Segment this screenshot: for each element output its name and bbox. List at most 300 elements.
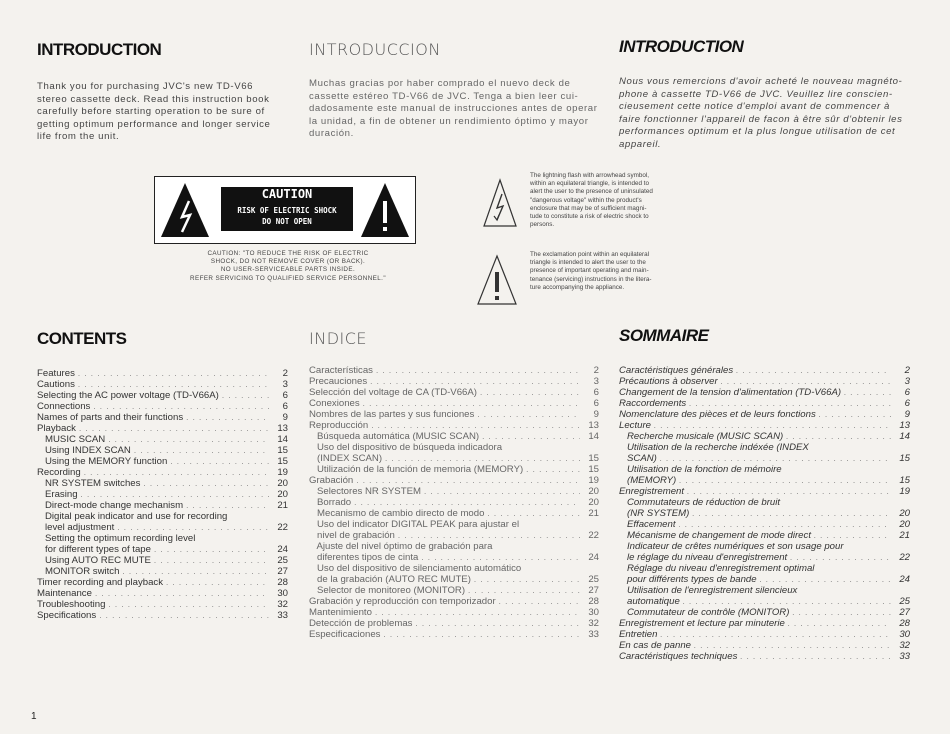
toc-entry-title: nivel de grabación	[309, 530, 395, 542]
toc-leader-dots	[117, 523, 269, 532]
toc-entry-title: Selector de monitoreo (MONITOR)	[309, 585, 466, 597]
text-line: appareil.	[619, 138, 662, 150]
toc-page-number: 15	[899, 453, 910, 465]
toc-entry-title: level adjustment	[37, 522, 115, 534]
toc-leader-dots	[660, 454, 891, 463]
text-line: The exclamation point within an equilateral	[530, 251, 650, 258]
toc-entry-title: Detección de problemas	[309, 618, 413, 630]
toc-page-number: 20	[277, 478, 288, 490]
toc-entry-title: Précautions à observer	[619, 376, 718, 388]
toc-entry-title: (INDEX SCAN)	[309, 453, 383, 465]
toc-entry	[309, 608, 599, 619]
text-line: la unidad, a fin de obtener un rendimiento óptimo y mayor	[309, 115, 589, 127]
toc-leader-dots	[487, 509, 580, 518]
toc-page-number: 20	[588, 497, 599, 509]
toc-entry	[309, 399, 599, 410]
text-line: SHOCK, DO NOT REMOVE COVER (OR BACK).	[210, 258, 366, 266]
toc-page-number: 25	[588, 574, 599, 586]
toc-entry-title: En cas de panne	[619, 640, 692, 652]
toc-page-number: 6	[593, 387, 599, 399]
toc-entry-title: Commutateur de contrôle (MONITOR)	[619, 607, 790, 619]
toc-leader-dots	[78, 369, 269, 378]
page-number: 1	[31, 711, 37, 722]
toc-page-number: 15	[588, 464, 599, 476]
toc-leader-dots	[683, 597, 891, 606]
toc-entry-title: Effacement	[619, 519, 676, 531]
toc-entry	[619, 498, 910, 509]
intro-heading-es: INTRODUCCION	[309, 40, 441, 59]
toc-page-number: 15	[899, 475, 910, 487]
toc-leader-dots	[84, 468, 269, 477]
toc-entry-title: Mantenimiento	[309, 607, 372, 619]
toc-entry-title: SCAN)	[619, 453, 657, 465]
toc-entry-title: Precauciones	[309, 376, 368, 388]
toc-entry-title: Commutateurs de réduction de bruit	[619, 497, 781, 509]
toc-leader-dots	[788, 619, 891, 628]
toc-entry	[37, 479, 288, 490]
toc-page-number: 30	[899, 629, 910, 641]
toc-entry	[309, 476, 599, 487]
toc-leader-dots	[230, 512, 269, 521]
toc-leader-dots	[356, 476, 580, 485]
toc-leader-dots	[499, 597, 580, 606]
toc-page-number: 9	[904, 409, 910, 421]
toc-leader-dots	[385, 454, 580, 463]
toc-leader-dots	[424, 487, 580, 496]
toc-leader-dots	[505, 443, 580, 452]
text-line: enclosure that may be of sufficient magni-	[530, 204, 647, 212]
toc-leader-dots	[421, 553, 580, 562]
toc-entry	[309, 454, 599, 465]
toc-page-number: 24	[899, 574, 910, 586]
text-line: faire fonctionner l'appareil de facon à être sûr d'obtenir les	[619, 113, 903, 125]
caution-note	[158, 250, 418, 283]
toc-entry-title: Uso del dispositivo de búsqueda indicadora	[309, 442, 503, 454]
lightning-explanation	[530, 172, 710, 229]
toc-page-number: 2	[904, 365, 910, 377]
toc-leader-dots	[817, 564, 891, 573]
toc-entry-title: Grabación y reproducción con temporizador	[309, 596, 496, 608]
toc-leader-dots	[847, 542, 891, 551]
toc-page-number: 20	[899, 519, 910, 531]
toc-leader-dots	[93, 402, 269, 411]
toc-page-number: 19	[899, 486, 910, 498]
text-line: within an equilateral triangle, is intended to	[530, 180, 650, 188]
contents-heading-fr: SOMMAIRE	[619, 326, 709, 345]
text-line: dadosamente este manual de instrucciones antes de operar	[309, 103, 598, 115]
toc-entry	[309, 597, 599, 608]
toc-entry	[309, 564, 599, 575]
toc-leader-dots	[376, 366, 580, 375]
toc-entry-title: Direct-mode change mechanism	[37, 500, 184, 512]
toc-entry-title: Utilisation de l'enregistrement silencieux	[619, 585, 798, 597]
toc-entry-title: Digital peak indicator and use for recording	[37, 511, 228, 523]
toc-page-number: 2	[593, 365, 599, 377]
toc-leader-dots	[166, 578, 269, 587]
toc-entry	[619, 421, 910, 432]
text-line: cieusement cette notice d'emploi avant de commencer à	[619, 101, 890, 113]
toc-page-number: 20	[588, 486, 599, 498]
toc-entry	[37, 556, 288, 567]
toc-leader-dots	[108, 435, 269, 444]
toc-entry	[37, 435, 288, 446]
toc-page-number: 20	[899, 508, 910, 520]
toc-entry	[619, 586, 910, 597]
toc-entry-title: Using INDEX SCAN	[37, 445, 131, 457]
toc-entry	[37, 446, 288, 457]
toc-entry-title: diferentes tipos de cinta	[309, 552, 419, 564]
toc-entry-title: Selecting the AC power voltage (TD-V66A)	[37, 390, 219, 402]
toc-entry-title: Conexiones	[309, 398, 360, 410]
toc-entry-title: Mecanismo de cambio directo de modo	[309, 508, 485, 520]
toc-entry	[619, 564, 910, 575]
toc-entry	[309, 498, 599, 509]
toc-entry	[37, 413, 288, 424]
toc-leader-dots	[81, 490, 269, 499]
toc-entry-title: Indicateur de crêtes numériques et son usage pour	[619, 541, 844, 553]
toc-entry	[309, 619, 599, 630]
toc-entry-title: Erasing	[37, 489, 78, 501]
text-line: ture accompanying the appliance.	[530, 283, 625, 291]
toc-entry-title: le réglage du niveau d'enregistrement	[619, 552, 788, 564]
toc-entry	[619, 509, 910, 520]
toc-page-number: 3	[593, 376, 599, 388]
toc-entry	[619, 597, 910, 608]
toc-entry	[619, 476, 910, 487]
toc-entry-title: Setting the optimum recording level	[37, 533, 196, 545]
toc-page-number: 22	[277, 522, 288, 534]
toc-entry	[309, 531, 599, 542]
toc-entry	[309, 432, 599, 443]
toc-entry	[37, 501, 288, 512]
text-line: carefully before starting operation to be sure of	[37, 106, 265, 118]
text-line: performances optimum et la plus longue utilisation de cet	[619, 126, 896, 138]
toc-leader-dots	[143, 479, 269, 488]
toc-leader-dots	[370, 377, 580, 386]
text-line: CAUTION: "TO REDUCE THE RISK OF ELECTRIC	[207, 250, 369, 257]
toc-entry	[37, 369, 288, 380]
toc-page-number: 6	[282, 401, 288, 413]
toc-page-number: 15	[277, 445, 288, 457]
intro-text-en	[37, 81, 287, 144]
toc-entry-title: Utilisation de la fonction de mémoire	[619, 464, 782, 476]
text-line: Muchas gracias por haber comprado el nuevo deck de	[309, 78, 571, 89]
toc-entry-title: Reproducción	[309, 420, 369, 432]
toc-entry	[37, 545, 288, 556]
toc-entry	[309, 630, 599, 641]
toc-entry-title: Uso del dispositivo de silenciamento automático	[309, 563, 522, 575]
toc-page-number: 13	[588, 420, 599, 432]
toc-entry-title: Especificaciones	[309, 629, 381, 641]
toc-entry	[619, 553, 910, 564]
toc-page-number: 27	[277, 566, 288, 578]
toc-leader-dots	[186, 501, 269, 510]
exclamation-explanation	[530, 251, 710, 292]
text-line: life from the unit.	[37, 131, 120, 143]
toc-leader-dots	[790, 553, 891, 562]
caution-line1: RISK OF ELECTRIC SHOCK	[237, 206, 337, 215]
toc-entry	[619, 619, 910, 630]
toc-entry	[37, 468, 288, 479]
toc-entry	[619, 366, 910, 377]
toc-leader-dots	[694, 641, 891, 650]
text-line: Nous vous remercions d'avoir acheté le nouveau magnéto-	[619, 76, 903, 87]
toc-page-number: 28	[899, 618, 910, 630]
toc-entry-title: (NR SYSTEM)	[619, 508, 690, 520]
toc-leader-dots	[740, 652, 891, 661]
toc-leader-dots	[812, 443, 891, 452]
toc-page-number: 21	[588, 508, 599, 520]
toc-page-number: 14	[899, 431, 910, 443]
toc-leader-dots	[819, 410, 891, 419]
toc-entry-title: Selectores NR SYSTEM	[309, 486, 421, 498]
toc-leader-dots	[495, 542, 580, 551]
toc-entry	[309, 410, 599, 421]
toc-page-number: 6	[593, 398, 599, 410]
toc-entry-title: for different types of tape	[37, 544, 151, 556]
toc-leader-dots	[477, 410, 580, 419]
toc-entry-title: Names of parts and their functions	[37, 412, 184, 424]
text-line: alert the user to the presence of uninsulated	[530, 188, 653, 196]
toc-entry	[619, 487, 910, 498]
toc-entry-title: NR SYSTEM switches	[37, 478, 141, 490]
toc-page-number: 6	[904, 387, 910, 399]
text-line: NO USER-SERVICEABLE PARTS INSIDE.	[220, 266, 356, 274]
toc-entry-title: MONITOR switch	[37, 566, 120, 578]
toc-entry-title: Playback	[37, 423, 76, 435]
toc-page-number: 13	[899, 420, 910, 432]
text-line: duración.	[309, 128, 354, 140]
toc-leader-dots	[222, 391, 269, 400]
toc-page-number: 6	[282, 390, 288, 402]
toc-leader-dots	[526, 465, 580, 474]
contents-heading-es: INDICE	[309, 329, 368, 348]
toc-leader-dots	[679, 476, 891, 485]
toc-page-number: 3	[904, 376, 910, 388]
toc-entry	[309, 443, 599, 454]
caution-title: CAUTION	[221, 187, 353, 201]
toc-entry	[619, 388, 910, 399]
toc-leader-dots	[692, 509, 891, 518]
toc-entry-title: Mécanisme de changement de mode direct	[619, 530, 811, 542]
toc-entry	[37, 457, 288, 468]
toc-leader-dots	[474, 575, 580, 584]
toc-leader-dots	[371, 421, 580, 430]
toc-entry-title: Using AUTO REC MUTE	[37, 555, 151, 567]
toc-entry-title: Búsqueda automática (MUSIC SCAN)	[309, 431, 480, 443]
toc-page-number: 2	[282, 368, 288, 380]
toc-leader-dots	[792, 608, 891, 617]
toc-leader-dots	[689, 399, 891, 408]
toc-entry	[37, 567, 288, 578]
toc-entry-title: Selección del voltage de CA (TD-V66A)	[309, 387, 477, 399]
toc-leader-dots	[522, 520, 580, 529]
toc-leader-dots	[99, 611, 269, 620]
toc-page-number: 19	[588, 475, 599, 487]
toc-entry	[37, 611, 288, 622]
toc-entry-title: Utilisation de la recherche indéxée (INDEX	[619, 442, 809, 454]
toc-entry-title: pour différents types de bande	[619, 574, 757, 586]
toc-leader-dots	[170, 457, 269, 466]
text-line: Thank you for purchasing JVC's new TD-V66	[37, 81, 254, 92]
toc-entry	[619, 520, 910, 531]
toc-leader-dots	[79, 424, 269, 433]
toc-entry-title: Recherche musicale (MUSIC SCAN)	[619, 431, 784, 443]
toc-leader-dots	[736, 366, 891, 375]
toc-entry-title: Características	[309, 365, 373, 377]
toc-page-number: 6	[904, 398, 910, 410]
toc-page-number: 13	[277, 423, 288, 435]
toc-entry	[619, 641, 910, 652]
toc-leader-dots	[687, 487, 891, 496]
toc-entry-title: Cautions	[37, 379, 75, 391]
toc-page-number: 28	[277, 577, 288, 589]
toc-leader-dots	[375, 608, 580, 617]
toc-leader-dots	[134, 446, 269, 455]
toc-page-number: 27	[588, 585, 599, 597]
toc-entry-title: Maintenance	[37, 588, 92, 600]
toc-leader-dots	[654, 421, 891, 430]
toc-leader-dots	[468, 586, 580, 595]
toc-page-number: 3	[282, 379, 288, 391]
toc-entry-title: Nomenclature des pièces et de leurs fonctions	[619, 409, 816, 421]
toc-entry	[309, 520, 599, 531]
toc-page-number: 20	[277, 489, 288, 501]
intro-heading-en: INTRODUCTION	[37, 40, 162, 59]
toc-leader-dots	[480, 388, 580, 397]
toc-page-number: 30	[588, 607, 599, 619]
toc-page-number: 21	[899, 530, 910, 542]
text-line: presence of important operating and main-	[530, 267, 649, 275]
toc-entry	[619, 454, 910, 465]
toc-entry-title: Timer recording and playback	[37, 577, 164, 589]
toc-entry-title: Enregistrement et lecture par minuterie	[619, 618, 785, 630]
toc-page-number: 24	[588, 552, 599, 564]
toc-entry	[309, 377, 599, 388]
toc-entry-title: Nombres de las partes y sus funciones	[309, 409, 475, 421]
toc-entry-title: Uso del indicator DIGITAL PEAK para ajustar el	[309, 519, 520, 531]
text-line: getting optimum performance and longer service	[37, 118, 271, 130]
toc-page-number: 15	[588, 453, 599, 465]
toc-entry	[309, 465, 599, 476]
toc-entry	[619, 575, 910, 586]
toc-entry-title: Grabación	[309, 475, 354, 487]
toc-entry-title: Utilización de la función de memoria (MEMORY)	[309, 464, 524, 476]
toc-leader-dots	[363, 399, 580, 408]
toc-page-number: 9	[593, 409, 599, 421]
toc-leader-dots	[721, 377, 891, 386]
text-line: The lightning flash with arrowhead symbol,	[530, 172, 650, 179]
toc-leader-dots	[524, 564, 580, 573]
toc-page-number: 25	[277, 555, 288, 567]
toc-entry-title: Connections	[37, 401, 91, 413]
toc-entry-title: Using the MEMORY function	[37, 456, 168, 468]
toc-entry	[309, 366, 599, 377]
toc-leader-dots	[354, 498, 580, 507]
toc-entry	[619, 465, 910, 476]
toc-page-number: 27	[899, 607, 910, 619]
toc-entry-title: Borrado	[309, 497, 352, 509]
toc-entry	[619, 432, 910, 443]
toc-entry	[309, 487, 599, 498]
exclamation-symbol-icon	[476, 254, 518, 306]
intro-text-fr	[619, 76, 909, 152]
toc-leader-dots	[800, 586, 891, 595]
toc-leader-dots	[383, 630, 580, 639]
toc-leader-dots	[154, 556, 269, 565]
toc-leader-dots	[95, 589, 269, 598]
toc-entry	[37, 534, 288, 545]
toc-entry-title: Ajuste del nivel óptimo de grabación para	[309, 541, 493, 553]
toc-entry	[37, 380, 288, 391]
toc-leader-dots	[783, 498, 891, 507]
toc-entry	[37, 402, 288, 413]
toc-entry-title: Specifications	[37, 610, 97, 622]
toc-page-number: 30	[277, 588, 288, 600]
toc-page-number: 21	[277, 500, 288, 512]
toc-entry-title: Réglage du niveau d'enregistrement optimal	[619, 563, 815, 575]
text-line: tude to constitute a risk of electric shock to	[530, 213, 649, 221]
toc-entry-title: Lecture	[619, 420, 651, 432]
text-line: cassette estéreo TD-V66 de JVC. Tenga a bien leer cui-	[309, 90, 579, 102]
toc-entry	[619, 443, 910, 454]
toc-leader-dots	[198, 534, 269, 543]
toc-leader-dots	[108, 600, 269, 609]
toc-fr	[619, 366, 910, 663]
toc-entry	[619, 377, 910, 388]
text-line: "dangerous voltage" within the product's	[530, 196, 642, 204]
toc-page-number: 33	[277, 610, 288, 622]
toc-entry	[309, 509, 599, 520]
toc-entry-title: automatique	[619, 596, 680, 608]
text-line: triangle is intended to alert the user to the	[530, 259, 646, 267]
toc-page-number: 28	[588, 596, 599, 608]
toc-entry	[619, 652, 910, 663]
toc-entry	[619, 531, 910, 542]
toc-entry	[309, 575, 599, 586]
toc-entry-title: Enregistrement	[619, 486, 685, 498]
toc-page-number: 14	[277, 434, 288, 446]
toc-page-number: 24	[277, 544, 288, 556]
toc-page-number: 22	[588, 530, 599, 542]
toc-entry	[619, 608, 910, 619]
toc-leader-dots	[154, 545, 269, 554]
toc-entry	[37, 523, 288, 534]
intro-heading-fr: INTRODUCTION	[619, 37, 744, 56]
toc-entry	[309, 388, 599, 399]
text-line: stereo cassette deck. Read this instruction book	[37, 93, 270, 105]
toc-entry	[309, 421, 599, 432]
toc-entry-title: Changement de la tension d'alimentation (TD-V66A)	[619, 387, 842, 399]
caution-label	[154, 176, 416, 244]
toc-entry	[37, 391, 288, 402]
toc-entry	[619, 630, 910, 641]
caution-line2: DO NOT OPEN	[262, 217, 312, 226]
toc-leader-dots	[122, 567, 269, 576]
toc-entry	[37, 578, 288, 589]
toc-entry-title: Caractéristiques générales	[619, 365, 734, 377]
toc-page-number: 19	[277, 467, 288, 479]
toc-leader-dots	[760, 575, 891, 584]
toc-entry	[309, 542, 599, 553]
toc-page-number: 25	[899, 596, 910, 608]
toc-leader-dots	[814, 531, 891, 540]
toc-leader-dots	[660, 630, 891, 639]
text-line: tenance (servicing) instructions in the litera-	[530, 275, 652, 283]
toc-entry	[309, 553, 599, 564]
toc-leader-dots	[785, 465, 891, 474]
toc-entry	[37, 600, 288, 611]
